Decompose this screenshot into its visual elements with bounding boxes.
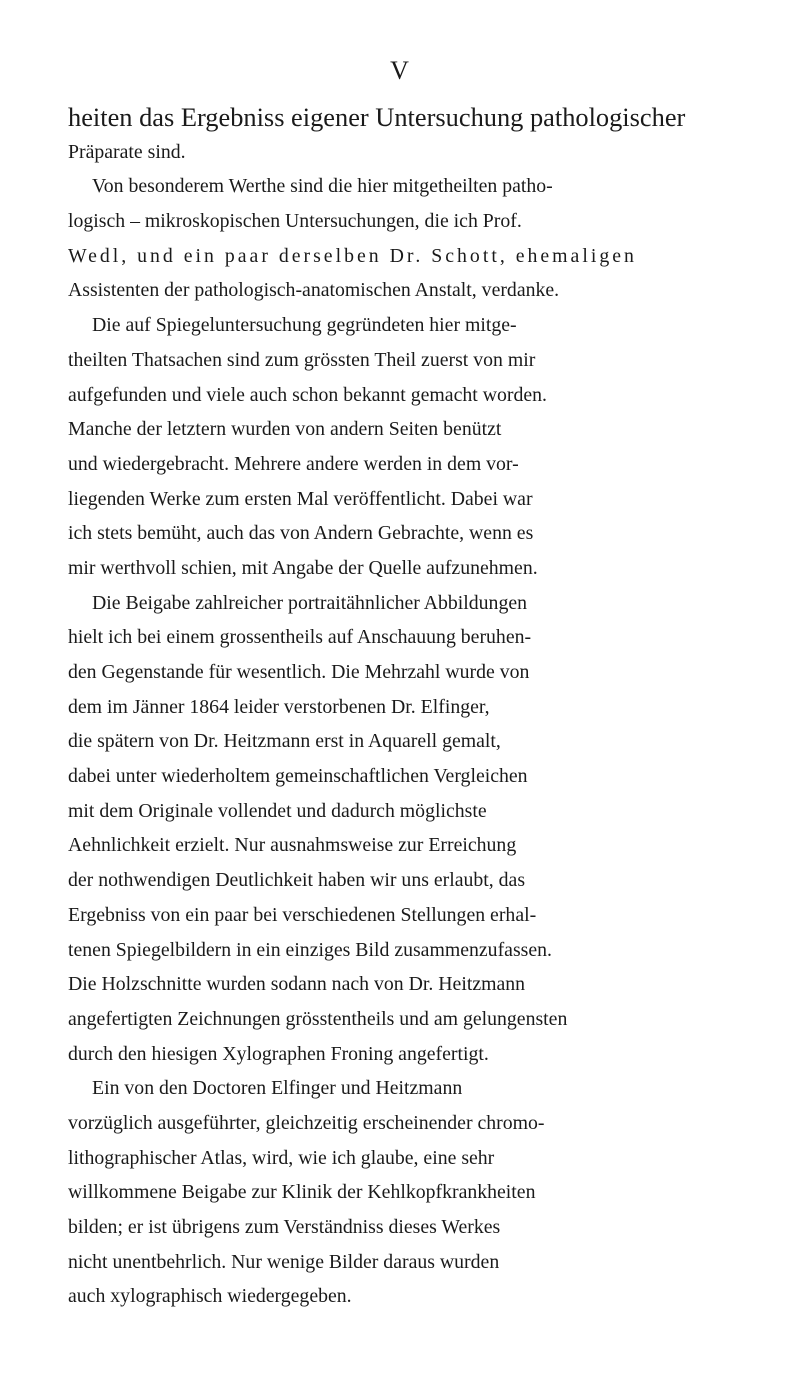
text-line: mir werthvoll schien, mit Angabe der Quelle aufzunehmen. [68,556,538,579]
body-text [68,100,800,1314]
text-line: den Gegenstande für wesentlich. Die Mehrzahl wurde von [68,661,530,683]
text-line: auch xylographisch wiedergegeben. [68,1285,352,1308]
text-line: dabei unter wiederholtem gemeinschaftlichen Vergleichen [68,765,528,788]
text-line: Manche der letztern wurden von andern Seiten benützt [68,418,502,441]
text-line: Von besonderem Werthe sind die hier mitgetheilten patho- [92,175,553,198]
text-line: Ein von den Doctoren Elfinger und Heitzmann [92,1077,463,1100]
text-line: mit dem Originale vollendet und dadurch möglichste [68,799,487,822]
text-line: aufgefunden und viele auch schon bekannt gemacht worden. [68,383,547,406]
text-line: Die Holzschnitte wurden sodann nach von Dr. Heitzmann [68,973,526,996]
text-line: Assistenten der pathologisch-anatomischen Anstalt, verdanke. [68,279,560,302]
text-line: liegenden Werke zum ersten Mal veröffentlicht. Dabei war [68,487,533,510]
text-line: tenen Spiegelbildern in ein einziges Bild zusammenzufassen. [68,938,552,961]
text-line: willkommene Beigabe zur Klinik der Kehlkopfkrankheiten [68,1181,536,1204]
text-line: Die auf Spiegeluntersuchung gegründeten hier mitge- [92,314,517,337]
text-line: Aehnlichkeit erzielt. Nur ausnahmsweise zur Erreichung [68,834,517,857]
text-line: heiten das Ergebniss eigener Untersuchung pathologischer [68,102,686,132]
text-line: die spätern von Dr. Heitzmann erst in Aquarell gemalt, [68,730,501,753]
text-line: theilten Thatsachen sind zum grössten Theil zuerst von mir [68,348,536,371]
text-line: Präparate sind. [68,140,186,163]
text-line: logisch – mikroskopischen Untersuchungen, die ich Prof. [68,210,522,233]
text-line: hielt ich bei einem grossentheils auf Anschauung beruhen- [68,626,532,649]
text-line: ich stets bemüht, auch das von Andern Gebrachte, wenn es [68,522,534,545]
text-line: bilden; er ist übrigens zum Verständniss dieses Werkes [68,1216,501,1238]
text-line: Die Beigabe zahlreicher portraitähnlicher Abbildungen [92,591,528,614]
text-line: nicht unentbehrlich. Nur wenige Bilder daraus wurden [68,1250,500,1273]
text-line: der nothwendigen Deutlichkeit haben wir uns erlaubt, das [68,869,526,892]
text-line: dem im Jänner 1864 leider verstorbenen Dr. Elfinger, [68,695,490,718]
text-line: durch den hiesigen Xylographen Froning angefertigt. [68,1042,489,1065]
text-line: lithographischer Atlas, wird, wie ich glaube, eine sehr [68,1146,495,1169]
text-line: Ergebniss von ein paar bei verschiedenen Stellungen erhal- [68,903,537,926]
text-line: Wedl, und ein paar derselben Dr. Schott, ehemaligen [68,244,637,267]
text-line: angefertigten Zeichnungen grösstentheils und am gelungensten [68,1007,568,1030]
text-line: und wiedergebracht. Mehrere andere werden in dem vor- [68,452,519,475]
page-number: V [390,56,410,85]
text-line: vorzüglich ausgeführter, gleichzeitig erscheinender chromo- [68,1111,545,1134]
